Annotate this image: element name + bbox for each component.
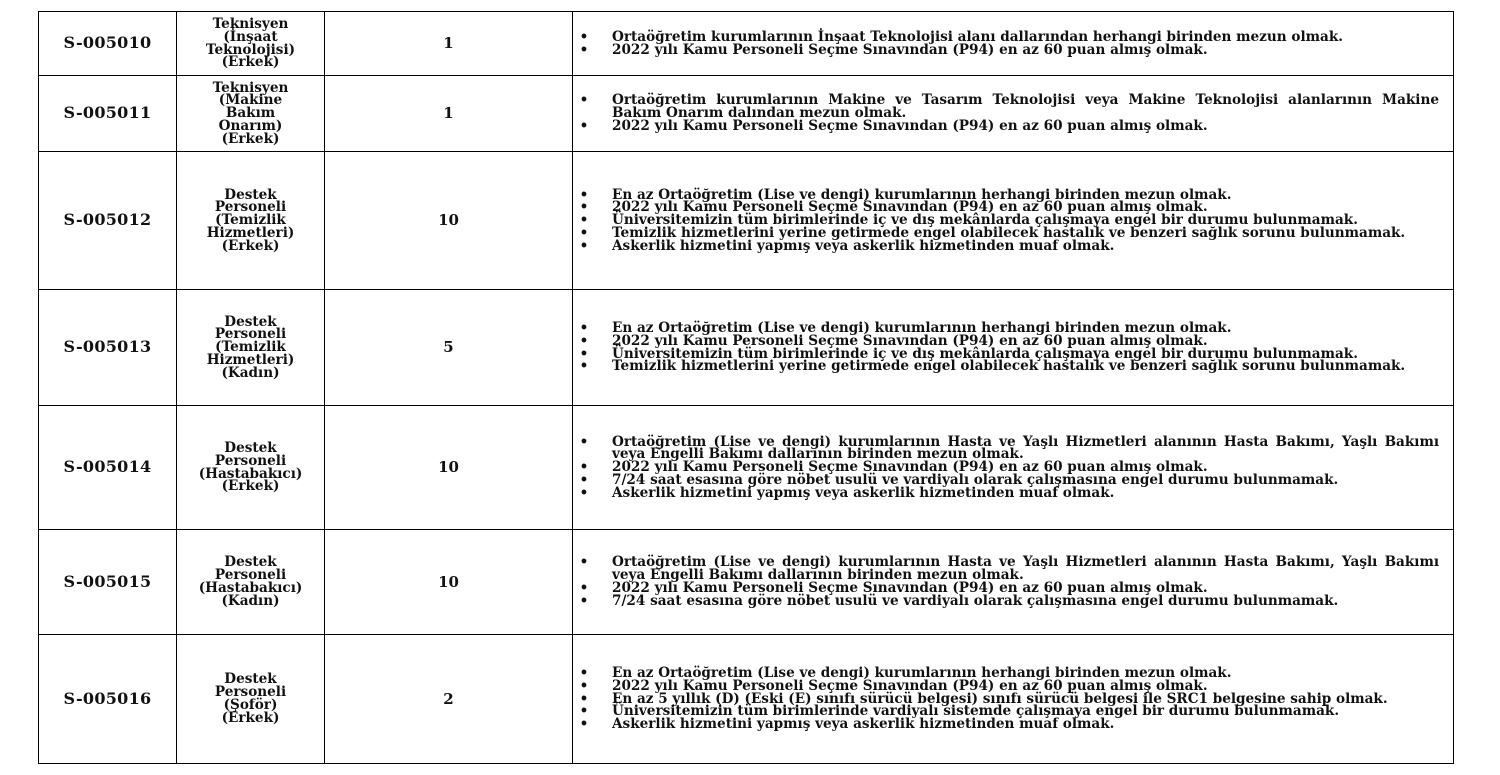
title-line: Onarım)	[218, 117, 283, 134]
title-line: Hizmetleri)	[206, 351, 295, 368]
position-code: S-005011	[39, 76, 177, 152]
title-line: (Temizlik	[215, 339, 286, 356]
title-line: Personeli	[214, 452, 287, 469]
table-row	[39, 152, 1454, 290]
title-line: (Kadın)	[221, 592, 280, 609]
bullet-icon: •	[579, 212, 589, 229]
title-line: Teknolojisi)	[205, 41, 296, 58]
title-line: Personeli	[214, 326, 287, 343]
requirement-item	[573, 433, 1439, 463]
position-code: S-005013	[39, 290, 177, 406]
position-title	[177, 152, 325, 290]
bullet-icon: •	[579, 459, 589, 476]
requirement-text: 2022 yılı Kamu Personeli Seçme Sınavından (P94) en az 60 puan almış olmak.	[612, 459, 1208, 476]
bullet-icon: •	[579, 677, 589, 694]
bullet-icon: •	[579, 580, 589, 596]
position-count: 10	[325, 152, 573, 290]
position-count: 2	[325, 635, 573, 764]
bullet-icon: •	[579, 92, 589, 109]
title-line: Personeli	[214, 567, 287, 584]
position-title	[177, 530, 325, 635]
requirement-text: Üniversitemizin tüm birimlerinde vardiyalı sistemde çalışmaya engel bir durumu bulunmamak.	[612, 703, 1340, 720]
requirement-item	[573, 117, 1439, 134]
bullet-icon: •	[579, 665, 589, 681]
bullet-icon: •	[579, 716, 589, 733]
requirement-text: 2022 yılı Kamu Personeli Seçme Sınavından (P94) en az 60 puan almış olmak.	[612, 117, 1208, 134]
positions-table	[38, 11, 1454, 764]
requirements-list	[573, 667, 1453, 731]
position-title	[177, 635, 325, 764]
title-line: (Erkek)	[221, 54, 280, 71]
requirement-text: Üniversitemizin tüm birimlerinde iç ve dış mekânlarda çalışmaya engel bir durumu bulunmamak.	[612, 345, 1358, 362]
requirement-item	[573, 360, 1439, 373]
bullet-icon: •	[579, 224, 589, 241]
requirement-text: Ortaöğretim (Lise ve dengi) kurumlarının Hasta ve Yaşlı Hizmetleri alanının Hasta Bakımı, Yaşlı Bakımı veya Engelli Bakımı dallarının birinden mezun olmak.	[612, 433, 1439, 463]
requirement-text: Üniversitemizin tüm birimlerinde iç ve dış mekânlarda çalışmaya engel bir durumu bulunmamak.	[612, 212, 1358, 229]
bullet-icon: •	[579, 433, 589, 450]
requirements-list	[573, 433, 1453, 501]
requirement-text: En az Ortaöğretim (Lise ve dengi) kurumlarının herhangi birinden mezun olmak.	[612, 186, 1232, 203]
position-title	[177, 12, 325, 76]
position-requirements	[573, 76, 1454, 152]
position-code: S-005016	[39, 635, 177, 764]
title-line: (Erkek)	[221, 478, 280, 495]
position-code: S-005015	[39, 530, 177, 635]
bullet-icon: •	[579, 117, 589, 134]
requirement-text: En az Ortaöğretim (Lise ve dengi) kurumlarının herhangi birinden mezun olmak.	[612, 319, 1232, 336]
bullet-icon: •	[579, 186, 589, 203]
title-line: (Hastabakıcı)	[198, 580, 303, 596]
title-line: (Kadın)	[221, 364, 280, 381]
table-row	[39, 406, 1454, 530]
requirement-item	[573, 237, 1439, 254]
position-count: 5	[325, 290, 573, 406]
position-code: S-005014	[39, 406, 177, 530]
position-count: 1	[325, 12, 573, 76]
requirement-text: Ortaöğretim kurumlarının İnşaat Teknolojisi alanı dallarından herhangi birinden mezun olmak.	[612, 28, 1343, 45]
bullet-icon: •	[579, 199, 589, 216]
position-code: S-005010	[39, 12, 177, 76]
title-line: Hizmetleri)	[206, 224, 295, 241]
requirement-item	[573, 94, 1439, 120]
title-line: Destek	[224, 439, 277, 456]
position-title	[177, 76, 325, 152]
requirement-item	[573, 41, 1439, 58]
position-title	[177, 290, 325, 406]
title-line: Destek	[224, 671, 277, 688]
bullet-icon: •	[579, 237, 589, 254]
requirement-text: 2022 yılı Kamu Personeli Seçme Sınavından (P94) en az 60 puan almış olmak.	[612, 580, 1208, 596]
requirements-list	[573, 94, 1453, 132]
requirement-item	[573, 556, 1439, 582]
requirement-item	[573, 718, 1439, 731]
table-row	[39, 635, 1454, 764]
requirement-text: Askerlik hizmetini yapmış veya askerlik hizmetinden muaf olmak.	[612, 237, 1115, 254]
bullet-icon: •	[579, 471, 589, 488]
requirement-item	[573, 592, 1439, 609]
title-line: (İnşaat	[223, 28, 278, 45]
bullet-icon: •	[579, 345, 589, 362]
requirement-item	[573, 484, 1439, 501]
title-line: (Temizlik	[215, 212, 286, 229]
bullet-icon: •	[579, 703, 589, 720]
requirement-text: En az Ortaöğretim (Lise ve dengi) kurumlarının herhangi birinden mezun olmak.	[612, 665, 1232, 681]
position-count: 10	[325, 406, 573, 530]
title-line: (Şoför)	[223, 697, 278, 713]
bullet-icon: •	[579, 690, 589, 707]
bullet-icon: •	[579, 332, 589, 349]
title-line: Destek	[224, 313, 277, 330]
table-row	[39, 76, 1454, 152]
requirement-text: Ortaöğretim kurumlarının Makine ve Tasarım Teknolojisi veya Makine Teknolojisi alanlarının Makine Bakım Onarım dalından mezun olmak.	[612, 92, 1439, 122]
bullet-icon: •	[579, 319, 589, 336]
bullet-icon: •	[579, 358, 589, 375]
title-line: (Hastabakıcı)	[198, 465, 303, 482]
requirements-list	[573, 28, 1453, 58]
bullet-icon: •	[579, 28, 589, 45]
positions-table-body	[39, 12, 1454, 764]
requirements-list	[573, 319, 1453, 375]
requirement-text: 7/24 saat esasına göre nöbet usulü ve vardiyalı olarak çalışmasına engel durumu bulunmamak.	[612, 471, 1339, 488]
title-line: Destek	[224, 186, 277, 203]
bullet-icon: •	[579, 41, 589, 58]
title-line: (Makine	[218, 92, 283, 109]
table-row	[39, 530, 1454, 635]
table-row	[39, 12, 1454, 76]
requirements-list	[573, 186, 1453, 254]
title-line: (Erkek)	[221, 237, 280, 254]
title-line: Personeli	[214, 199, 287, 216]
requirement-text: Askerlik hizmetini yapmış veya askerlik hizmetinden muaf olmak.	[612, 716, 1115, 733]
title-line: Bakım	[225, 105, 276, 122]
requirement-text: En az 5 yıllık (D) (Eski (E) sınıfı sürücü belgesi) sınıfı sürücü belgesi ile SRC1 belgesine sahip olmak.	[612, 690, 1388, 707]
requirement-text: Askerlik hizmetini yapmış veya askerlik hizmetinden muaf olmak.	[612, 484, 1115, 501]
bullet-icon: •	[579, 484, 589, 501]
position-requirements	[573, 12, 1454, 76]
position-title	[177, 406, 325, 530]
title-line: Teknisyen	[212, 15, 289, 32]
position-requirements	[573, 290, 1454, 406]
requirement-text: 7/24 saat esasına göre nöbet usulü ve vardiyalı olarak çalışmasına engel durumu bulunmamak.	[612, 592, 1339, 609]
bullet-icon: •	[579, 554, 589, 571]
requirement-text: 2022 yılı Kamu Personeli Seçme Sınavından (P94) en az 60 puan almış olmak.	[612, 677, 1208, 694]
position-code: S-005012	[39, 152, 177, 290]
position-count: 1	[325, 76, 573, 152]
bullet-icon: •	[579, 592, 589, 609]
requirement-text: 2022 yılı Kamu Personeli Seçme Sınavından (P94) en az 60 puan almış olmak.	[612, 199, 1208, 216]
table-row	[39, 290, 1454, 406]
title-line: Teknisyen	[212, 79, 289, 96]
position-count: 10	[325, 530, 573, 635]
requirement-text: Temizlik hizmetlerini yerine getirmede engel olabilecek hastalık ve benzeri sağlık sorunu bulunmamak.	[612, 358, 1406, 375]
requirement-text: Temizlik hizmetlerini yerine getirmede engel olabilecek hastalık ve benzeri sağlık sorunu bulunmamak.	[612, 224, 1406, 241]
position-requirements	[573, 152, 1454, 290]
requirement-text: Ortaöğretim (Lise ve dengi) kurumlarının Hasta ve Yaşlı Hizmetleri alanının Hasta Bakımı, Yaşlı Bakımı veya Engelli Bakımı dallarının birinden mezun olmak.	[612, 554, 1439, 584]
title-line: (Erkek)	[221, 130, 280, 147]
requirements-list	[573, 556, 1453, 607]
requirement-text: 2022 yılı Kamu Personeli Seçme Sınavından (P94) en az 60 puan almış olmak.	[612, 332, 1208, 349]
position-requirements	[573, 406, 1454, 530]
requirement-text: 2022 yılı Kamu Personeli Seçme Sınavından (P94) en az 60 puan almış olmak.	[612, 41, 1208, 58]
position-requirements	[573, 635, 1454, 764]
title-line: Destek	[224, 554, 277, 571]
title-line: Personeli	[214, 684, 287, 701]
position-requirements	[573, 530, 1454, 635]
title-line: (Erkek)	[221, 709, 280, 726]
